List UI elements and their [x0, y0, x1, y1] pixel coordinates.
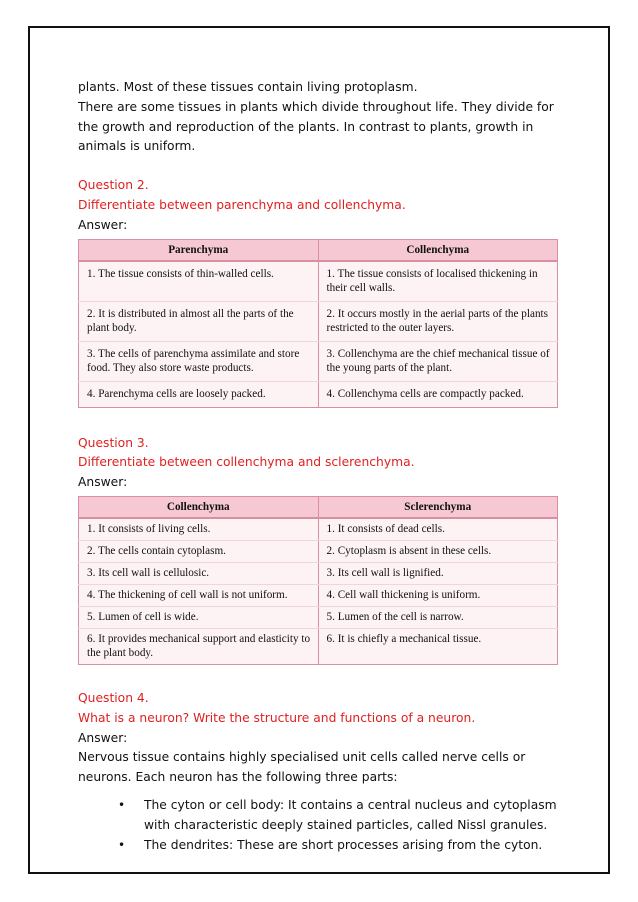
intro-line: There are some tissues in plants which divide throughout life. They divide for [78, 99, 554, 114]
table-cell: 3. The cells of parenchyma assimilate and store food. They also store waste products. [79, 341, 319, 381]
list-item-text: The cyton or cell body: It contains a central nucleus and cytoplasm with characteristic deeply stained particles, called Nissl granules. [144, 797, 557, 832]
table-header: Collenchyma [79, 496, 319, 518]
neuron-paragraph-line: Nervous tissue contains highly specialised unit cells called nerve cells or [78, 750, 526, 765]
table-cell: 3. Its cell wall is cellulosic. [79, 562, 319, 584]
question-4-text: What is a neuron? Write the structure and functions of a neuron. [78, 710, 476, 725]
question-2-text: Differentiate between parenchyma and collenchyma. [78, 197, 406, 212]
table-cell: 4. Cell wall thickening is uniform. [318, 584, 558, 606]
table-row [79, 261, 558, 302]
table-cell: 4. The thickening of cell wall is not uniform. [79, 584, 319, 606]
table-row [79, 606, 558, 628]
intro-line: animals is uniform. [78, 139, 196, 154]
table-row [79, 301, 558, 341]
table-cell: 2. Cytoplasm is absent in these cells. [318, 540, 558, 562]
table-cell: 3. Its cell wall is lignified. [318, 562, 558, 584]
question-4-answer-label: Answer: [78, 730, 128, 745]
question-3-title: Question 3. [78, 435, 149, 450]
table-cell: 1. It consists of dead cells. [318, 518, 558, 541]
table-cell: 1. The tissue consists of localised thickening in their cell walls. [318, 261, 558, 302]
table-row [79, 381, 558, 407]
collenchyma-sclerenchyma-table [78, 496, 558, 665]
table-header: Sclerenchyma [318, 496, 558, 518]
list-item [118, 796, 564, 836]
table-row [79, 518, 558, 541]
bullet-icon: • [118, 837, 126, 852]
table-cell: 4. Parenchyma cells are loosely packed. [79, 381, 319, 407]
list-item-text: The dendrites: These are short processes arising from the cyton. [144, 837, 543, 852]
table-header: Collenchyma [318, 239, 558, 261]
question-4-title: Question 4. [78, 690, 149, 705]
table-cell: 2. It occurs mostly in the aerial parts of the plants restricted to the outer layers. [318, 301, 558, 341]
document-content [78, 78, 564, 855]
table-cell: 4. Collenchyma cells are compactly packed. [326, 387, 524, 400]
question-2-title: Question 2. [78, 178, 149, 193]
table-cell: 5. Lumen of the cell is narrow. [318, 606, 558, 628]
table-cell: 6. It provides mechanical support and elasticity to the plant body. [79, 628, 319, 664]
table-row [79, 341, 558, 381]
table-cell: 3. Collenchyma are the chief mechanical tissue of the young parts of the plant. [318, 341, 558, 381]
table-cell: 2. The cells contain cytoplasm. [79, 540, 319, 562]
question-3-text: Differentiate between collenchyma and sclerenchyma. [78, 455, 415, 470]
table-row [79, 540, 558, 562]
intro-line: the growth and reproduction of the plants. In contrast to plants, growth in [78, 119, 534, 134]
parenchyma-collenchyma-table [78, 239, 558, 408]
question-2-answer-label: Answer: [78, 217, 128, 232]
table-cell: 1. It consists of living cells. [79, 518, 319, 541]
table-cell: 5. Lumen of cell is wide. [79, 606, 319, 628]
table-cell: 6. It is chiefly a mechanical tissue. [326, 632, 482, 645]
table-row [79, 628, 558, 664]
neuron-paragraph-line: neurons. Each neuron has the following three parts: [78, 770, 398, 785]
table-header: Parenchyma [79, 239, 319, 261]
neuron-parts-list [78, 796, 564, 855]
intro-line: plants. Most of these tissues contain living protoplasm. [78, 80, 418, 94]
table-row [79, 584, 558, 606]
question-3-answer-label: Answer: [78, 475, 128, 490]
table-row [79, 562, 558, 584]
bullet-icon: • [118, 797, 126, 812]
table-cell: 1. The tissue consists of thin-walled cells. [79, 261, 319, 302]
list-item [118, 836, 564, 856]
table-cell: 2. It is distributed in almost all the parts of the plant body. [79, 301, 319, 341]
